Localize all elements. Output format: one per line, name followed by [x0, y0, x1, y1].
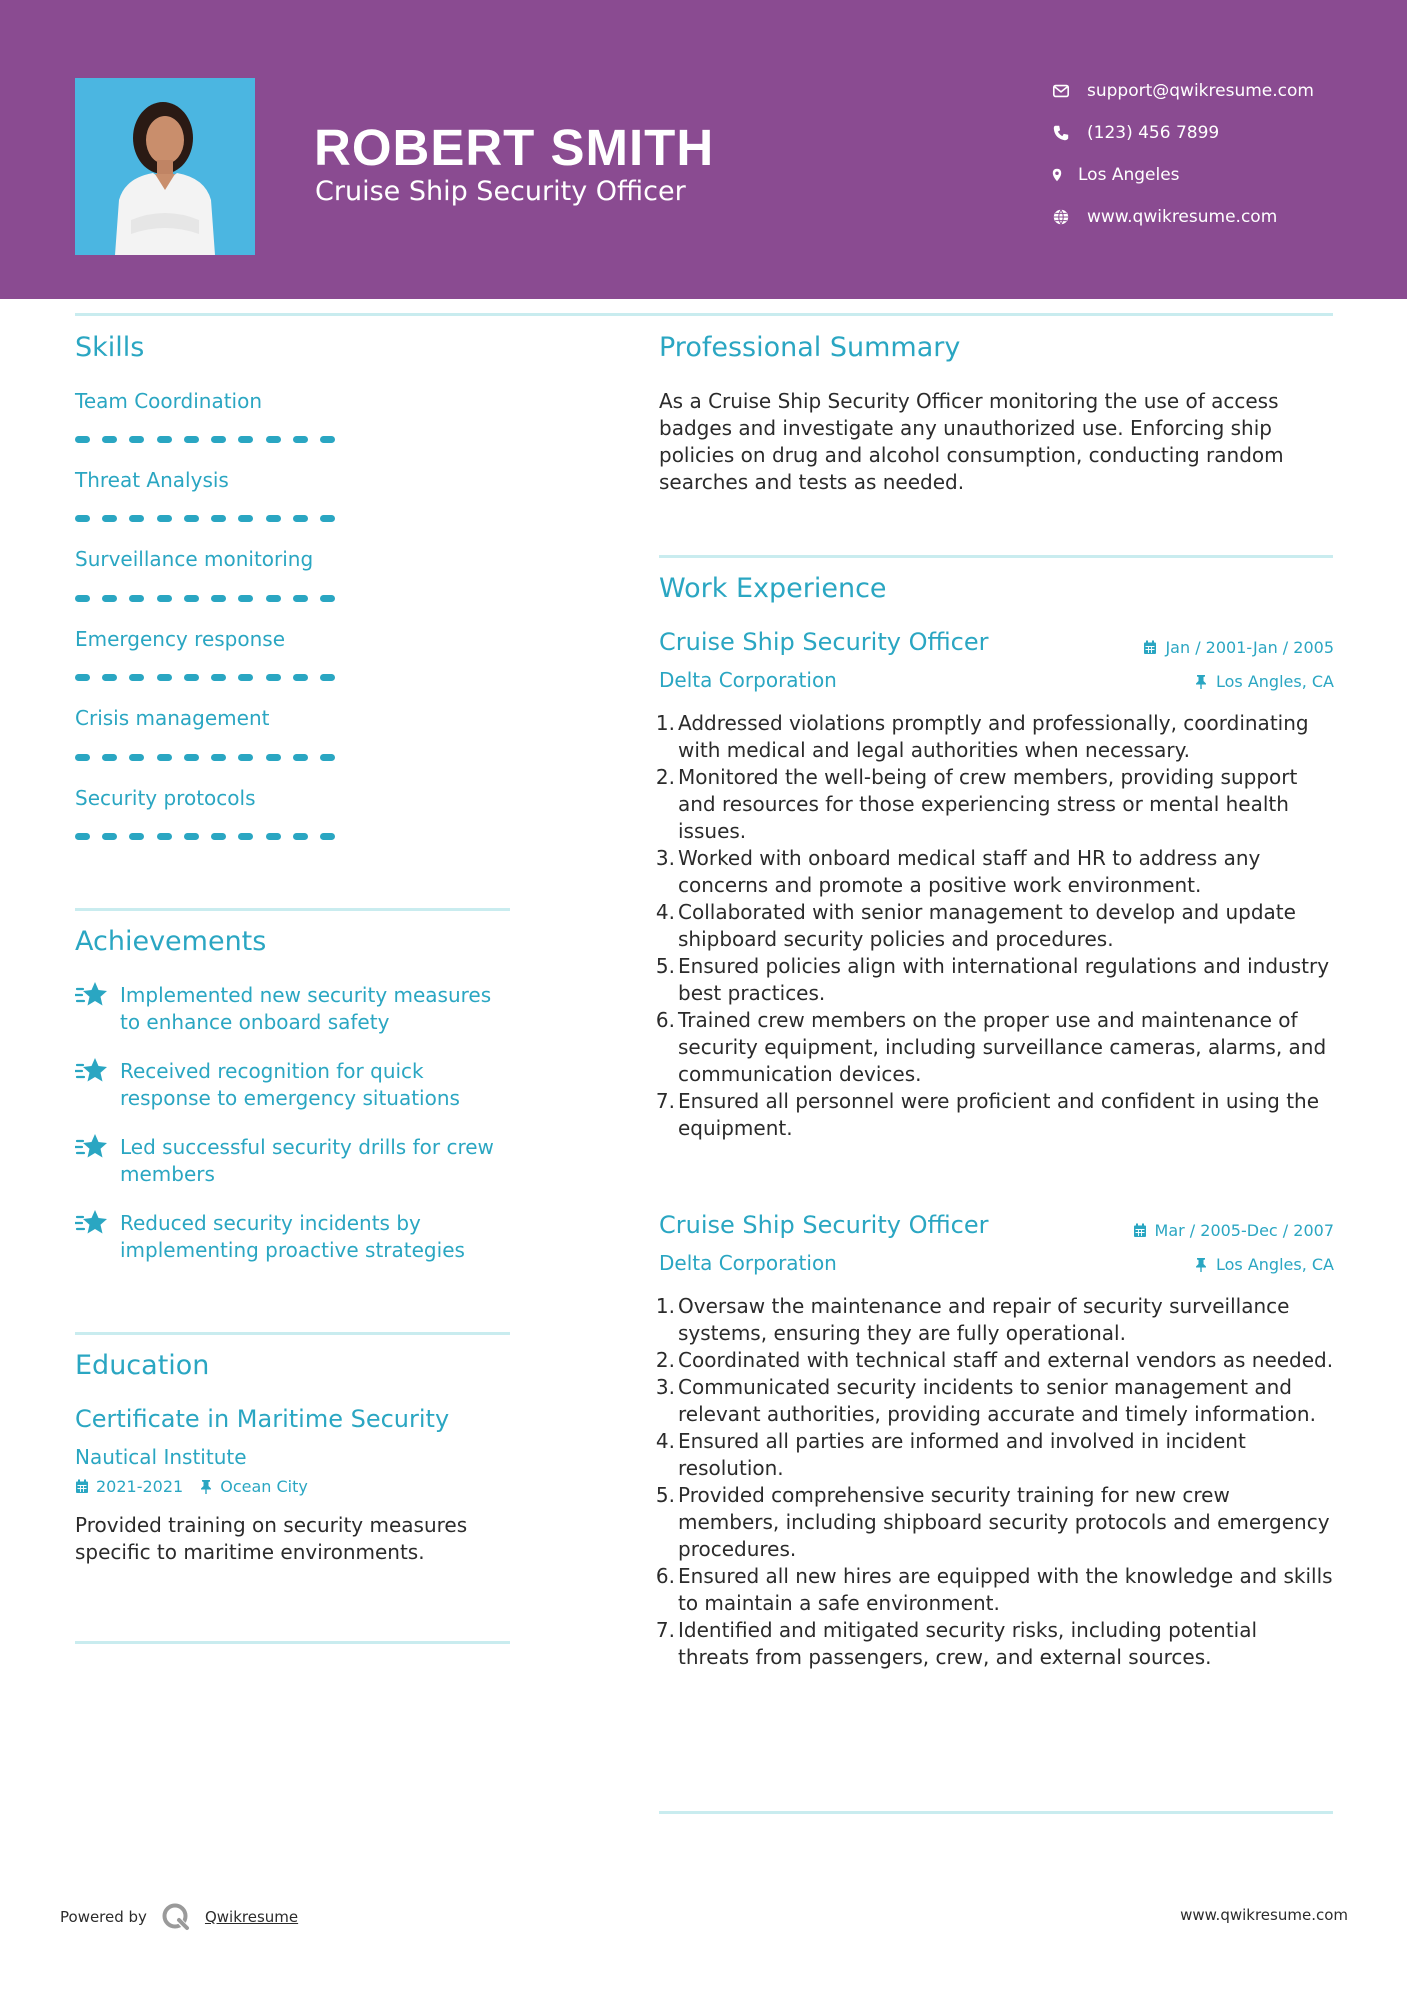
calendar-icon	[75, 1479, 89, 1494]
qwikresume-logo-icon	[161, 1902, 191, 1932]
job-title: Cruise Ship Security Officer	[659, 1211, 989, 1239]
education-institution: Nautical Institute	[75, 1445, 247, 1469]
list-item: 3. Communicated security incidents to senior management and relevant authorities, providing accurate and timely information.	[655, 1375, 1316, 1426]
summary-text: As a Cruise Ship Security Officer monitoring the use of access badges and investigate any unauthorized use. Enforcing ship policies on drug and alcohol consumption, conducting random searches and tests as needed.	[659, 389, 1284, 494]
star-award-icon	[75, 1132, 109, 1162]
job-location-text: Los Angles, CA	[1216, 1255, 1334, 1274]
section-divider	[659, 1811, 1333, 1814]
section-divider	[75, 1641, 510, 1644]
envelope-icon	[1050, 81, 1072, 101]
skill-item: Security protocols	[75, 786, 256, 810]
list-item: 1. Oversaw the maintenance and repair of security surveillance systems, ensuring they are fully operational.	[655, 1294, 1290, 1345]
location-pin-icon	[1050, 165, 1064, 185]
job-location	[1194, 672, 1334, 691]
achievement-text: Reduced security incidents by implementing proactive strategies	[120, 1211, 465, 1262]
skill-item: Crisis management	[75, 706, 270, 730]
pushpin-icon	[1194, 1257, 1208, 1272]
candidate-name: ROBERT SMITH	[314, 119, 715, 176]
footer-website-link[interactable]: www.qwikresume.com	[1180, 1906, 1348, 1924]
list-item: 4. Collaborated with senior management to develop and update shipboard security policies and procedures.	[655, 900, 1296, 951]
list-item: 5. Provided comprehensive security training for new crew members, including shipboard security protocols and emergency procedures.	[655, 1483, 1330, 1561]
contact-website[interactable]	[1050, 196, 1314, 238]
section-divider	[659, 555, 1333, 558]
contact-location	[1050, 154, 1314, 196]
achievement-item	[75, 1058, 515, 1112]
skill-item: Threat Analysis	[75, 468, 229, 492]
skill-rating	[75, 833, 335, 841]
job-company: Delta Corporation	[659, 1251, 837, 1275]
job-company: Delta Corporation	[659, 668, 837, 692]
contact-phone[interactable]	[1050, 112, 1314, 154]
star-award-icon	[75, 980, 109, 1010]
achievement-text: Led successful security drills for crew members	[120, 1135, 494, 1186]
list-item: 2. Coordinated with technical staff and external vendors as needed.	[655, 1348, 1334, 1372]
skill-rating	[75, 754, 335, 762]
list-item: 6. Ensured all new hires are equipped with the knowledge and skills to maintain a safe environment.	[655, 1564, 1333, 1615]
job-dates	[1133, 1221, 1334, 1240]
skill-item: Emergency response	[75, 627, 285, 651]
section-divider	[75, 908, 510, 911]
skill-item: Surveillance monitoring	[75, 547, 314, 571]
education-degree: Certificate in Maritime Security	[75, 1405, 450, 1433]
contact-list	[1050, 70, 1314, 238]
summary-heading: Professional Summary	[659, 332, 961, 363]
achievement-item	[75, 1134, 515, 1188]
skill-item: Team Coordination	[75, 389, 263, 413]
list-item: 2. Monitored the well-being of crew members, providing support and resources for those experiencing stress or mental health issues.	[655, 765, 1298, 843]
list-item: 3. Worked with onboard medical staff and HR to address any concerns and promote a positive work environment.	[655, 846, 1261, 897]
skill-rating	[75, 436, 335, 444]
job-responsibilities	[655, 1293, 1334, 1671]
education-meta	[75, 1477, 308, 1496]
skills-heading: Skills	[75, 332, 145, 363]
achievement-text: Implemented new security measures to enhance onboard safety	[120, 983, 492, 1034]
education-location: Ocean City	[220, 1477, 308, 1496]
section-divider	[75, 313, 1333, 316]
list-item: 6. Trained crew members on the proper use and maintenance of security equipment, including surveillance cameras, alarms, and communication devices.	[655, 1008, 1327, 1086]
qwikresume-link[interactable]: Qwikresume	[204, 1908, 299, 1926]
education-years: 2021-2021	[96, 1477, 184, 1496]
contact-email-text: support@qwikresume.com	[1087, 81, 1314, 101]
list-item: 1. Addressed violations promptly and professionally, coordinating with medical and legal authorities when necessary.	[655, 711, 1309, 762]
achievements-heading: Achievements	[75, 926, 267, 957]
education-heading: Education	[75, 1350, 210, 1381]
section-divider	[75, 1332, 510, 1335]
job-location	[1194, 1255, 1334, 1274]
job-dates-text: Mar / 2005-Dec / 2007	[1154, 1221, 1334, 1240]
list-item: 7. Ensured all personnel were proficient and confident in using the equipment.	[655, 1089, 1320, 1140]
achievement-item	[75, 1210, 515, 1264]
job-location-text: Los Angles, CA	[1216, 672, 1334, 691]
header-banner	[0, 0, 1407, 299]
star-award-icon	[75, 1056, 109, 1086]
achievement-item	[75, 982, 515, 1036]
job-dates	[1143, 638, 1334, 657]
pushpin-icon	[1194, 674, 1208, 689]
calendar-icon	[1143, 640, 1157, 655]
pushpin-icon	[199, 1479, 213, 1494]
list-item: 7. Identified and mitigated security risks, including potential threats from passengers, crew, and external sources.	[655, 1618, 1258, 1669]
job-title: Cruise Ship Security Officer	[659, 628, 989, 656]
skill-rating	[75, 515, 335, 523]
profile-photo	[75, 78, 255, 255]
powered-by-label: Powered by	[60, 1908, 147, 1926]
contact-location-text: Los Angeles	[1078, 165, 1180, 185]
calendar-icon	[1133, 1223, 1147, 1238]
candidate-title: Cruise Ship Security Officer	[315, 176, 686, 207]
globe-icon	[1050, 207, 1072, 227]
experience-heading: Work Experience	[659, 573, 887, 604]
job-dates-text: Jan / 2001-Jan / 2005	[1165, 638, 1334, 657]
contact-phone-text: (123) 456 7899	[1087, 123, 1220, 143]
star-award-icon	[75, 1208, 109, 1238]
footer-powered-by	[60, 1902, 298, 1932]
skill-rating	[75, 674, 335, 682]
list-item: 4. Ensured all parties are informed and involved in incident resolution.	[655, 1429, 1246, 1480]
achievement-text: Received recognition for quick response to emergency situations	[120, 1059, 460, 1110]
skill-rating	[75, 595, 335, 603]
profile-photo-illustration	[75, 78, 255, 255]
phone-icon	[1050, 123, 1072, 143]
contact-website-text: www.qwikresume.com	[1087, 207, 1278, 227]
contact-email[interactable]	[1050, 70, 1314, 112]
education-description: Provided training on security measures specific to maritime environments.	[75, 1513, 468, 1564]
job-responsibilities	[655, 710, 1334, 1142]
list-item: 5. Ensured policies align with international regulations and industry best practices.	[655, 954, 1330, 1005]
